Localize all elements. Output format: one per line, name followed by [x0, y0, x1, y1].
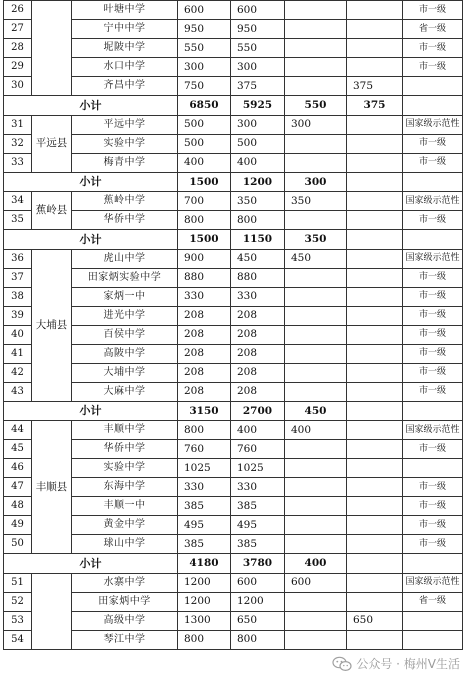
school-name: 高陂中学 [72, 344, 178, 363]
enrollment-table [3, 0, 463, 650]
school-name: 华侨中学 [72, 211, 178, 230]
table-row [4, 459, 463, 478]
row-number: 35 [4, 211, 32, 230]
subtotal-label: 小计 [4, 554, 178, 574]
school-level: 市一级 [403, 58, 463, 77]
school-name: 高级中学 [72, 611, 178, 630]
row-number: 31 [4, 115, 32, 134]
county-cell: 蕉岭县 [32, 192, 72, 230]
school-name: 进光中学 [72, 306, 178, 325]
row-number: 36 [4, 249, 32, 268]
plan-c4 [347, 115, 403, 134]
plan-c2: 800 [231, 211, 285, 230]
table-row [4, 592, 463, 611]
school-level: 国家级示范性 [403, 192, 463, 211]
plan-c3 [285, 344, 347, 363]
table-row [4, 287, 463, 306]
table-row [4, 115, 463, 134]
plan-c4 [347, 344, 403, 363]
school-name: 田家炳实验中学 [72, 268, 178, 287]
school-level: 市一级 [403, 382, 463, 401]
plan-total: 900 [178, 249, 231, 268]
subtotal-note [403, 172, 463, 192]
plan-c2: 800 [231, 630, 285, 649]
plan-c3 [285, 77, 347, 96]
plan-c2: 300 [231, 58, 285, 77]
row-number: 54 [4, 630, 32, 649]
plan-c2: 500 [231, 134, 285, 153]
school-level: 市一级 [403, 497, 463, 516]
plan-c2: 330 [231, 478, 285, 497]
subtotal-c3: 300 [285, 172, 347, 192]
county-cell: 大埔县 [32, 249, 72, 401]
school-name: 叶塘中学 [72, 1, 178, 20]
subtotal-note [403, 96, 463, 116]
school-level: 市一级 [403, 325, 463, 344]
row-number: 34 [4, 192, 32, 211]
table-row [4, 344, 463, 363]
plan-total: 700 [178, 192, 231, 211]
school-level: 省一级 [403, 592, 463, 611]
plan-c3 [285, 363, 347, 382]
plan-total: 385 [178, 497, 231, 516]
plan-c2: 600 [231, 1, 285, 20]
county-cell: 平远县 [32, 115, 72, 172]
table-row [4, 497, 463, 516]
school-level [403, 611, 463, 630]
school-level: 市一级 [403, 363, 463, 382]
row-number: 47 [4, 478, 32, 497]
row-number: 32 [4, 134, 32, 153]
school-name: 黄金中学 [72, 516, 178, 535]
subtotal-c4 [347, 554, 403, 574]
row-number: 41 [4, 344, 32, 363]
plan-c2: 330 [231, 287, 285, 306]
school-name: 水口中学 [72, 58, 178, 77]
plan-total: 208 [178, 344, 231, 363]
plan-c4 [347, 268, 403, 287]
plan-c2: 600 [231, 573, 285, 592]
school-name: 家炳一中 [72, 287, 178, 306]
subtotal-total: 1500 [178, 230, 231, 250]
subtotal-row [4, 554, 463, 574]
plan-c2: 208 [231, 382, 285, 401]
school-level: 国家级示范性 [403, 573, 463, 592]
table-row [4, 611, 463, 630]
subtotal-c2: 2700 [231, 401, 285, 421]
plan-total: 495 [178, 516, 231, 535]
school-level [403, 459, 463, 478]
plan-c2: 208 [231, 363, 285, 382]
subtotal-c3: 350 [285, 230, 347, 250]
plan-total: 385 [178, 535, 231, 554]
plan-c3 [285, 39, 347, 58]
row-number: 33 [4, 153, 32, 172]
school-name: 齐昌中学 [72, 77, 178, 96]
table-row [4, 440, 463, 459]
plan-c3 [285, 1, 347, 20]
subtotal-c2: 5925 [231, 96, 285, 116]
row-number: 48 [4, 497, 32, 516]
school-name: 球山中学 [72, 535, 178, 554]
county-cell: 丰顺县 [32, 421, 72, 554]
plan-total: 750 [178, 77, 231, 96]
table-row [4, 153, 463, 172]
table-row [4, 20, 463, 39]
school-name: 虎山中学 [72, 249, 178, 268]
school-level: 市一级 [403, 1, 463, 20]
school-name: 田家炳中学 [72, 592, 178, 611]
subtotal-total: 1500 [178, 172, 231, 192]
row-number: 37 [4, 268, 32, 287]
subtotal-c4 [347, 401, 403, 421]
row-number: 27 [4, 20, 32, 39]
plan-c4 [347, 58, 403, 77]
plan-c4: 650 [347, 611, 403, 630]
plan-total: 800 [178, 211, 231, 230]
plan-total: 1300 [178, 611, 231, 630]
subtotal-c2: 3780 [231, 554, 285, 574]
table-row [4, 630, 463, 649]
table-row [4, 268, 463, 287]
subtotal-label: 小计 [4, 401, 178, 421]
plan-c4 [347, 421, 403, 440]
school-level: 市一级 [403, 478, 463, 497]
table-row [4, 192, 463, 211]
subtotal-total: 3150 [178, 401, 231, 421]
plan-c4 [347, 20, 403, 39]
school-level: 国家级示范性 [403, 115, 463, 134]
plan-total: 300 [178, 58, 231, 77]
county-cell [32, 573, 72, 649]
school-level: 市一级 [403, 516, 463, 535]
plan-c3 [285, 478, 347, 497]
plan-c2: 208 [231, 325, 285, 344]
plan-c2: 495 [231, 516, 285, 535]
plan-total: 400 [178, 153, 231, 172]
subtotal-c4 [347, 172, 403, 192]
plan-total: 950 [178, 20, 231, 39]
plan-c3 [285, 459, 347, 478]
plan-c4: 375 [347, 77, 403, 96]
school-level: 市一级 [403, 287, 463, 306]
plan-c2: 950 [231, 20, 285, 39]
table-row [4, 382, 463, 401]
plan-total: 1025 [178, 459, 231, 478]
subtotal-c3: 550 [285, 96, 347, 116]
plan-c4 [347, 249, 403, 268]
subtotal-row [4, 401, 463, 421]
table-row [4, 516, 463, 535]
plan-c2: 1025 [231, 459, 285, 478]
plan-c2: 208 [231, 306, 285, 325]
plan-c3: 600 [285, 573, 347, 592]
table-row [4, 39, 463, 58]
row-number: 46 [4, 459, 32, 478]
wechat-icon [332, 656, 352, 672]
plan-c4 [347, 592, 403, 611]
row-number: 49 [4, 516, 32, 535]
table-row [4, 478, 463, 497]
plan-c4 [347, 440, 403, 459]
school-level: 国家级示范性 [403, 421, 463, 440]
school-name: 梅青中学 [72, 153, 178, 172]
subtotal-label: 小计 [4, 230, 178, 250]
plan-c4 [347, 306, 403, 325]
plan-c3: 350 [285, 192, 347, 211]
school-name: 东海中学 [72, 478, 178, 497]
plan-total: 330 [178, 478, 231, 497]
plan-total: 550 [178, 39, 231, 58]
plan-c4 [347, 573, 403, 592]
subtotal-c4: 375 [347, 96, 403, 116]
plan-c3 [285, 516, 347, 535]
subtotal-c3: 450 [285, 401, 347, 421]
plan-c4 [347, 535, 403, 554]
subtotal-row [4, 230, 463, 250]
plan-c4 [347, 497, 403, 516]
school-name: 华侨中学 [72, 440, 178, 459]
row-number: 28 [4, 39, 32, 58]
school-level: 市一级 [403, 153, 463, 172]
plan-c2: 350 [231, 192, 285, 211]
school-name: 大麻中学 [72, 382, 178, 401]
table-row [4, 211, 463, 230]
row-number: 51 [4, 573, 32, 592]
plan-c3 [285, 306, 347, 325]
plan-c4 [347, 39, 403, 58]
plan-c3 [285, 20, 347, 39]
school-level: 市一级 [403, 306, 463, 325]
subtotal-c4 [347, 230, 403, 250]
plan-c2: 375 [231, 77, 285, 96]
school-level: 市一级 [403, 344, 463, 363]
plan-total: 800 [178, 630, 231, 649]
plan-c2: 550 [231, 39, 285, 58]
subtotal-c3: 400 [285, 554, 347, 574]
plan-c3 [285, 134, 347, 153]
plan-c3: 300 [285, 115, 347, 134]
plan-c2: 400 [231, 153, 285, 172]
plan-c2: 400 [231, 421, 285, 440]
row-number: 53 [4, 611, 32, 630]
subtotal-total: 6850 [178, 96, 231, 116]
table-row [4, 134, 463, 153]
row-number: 40 [4, 325, 32, 344]
plan-c3 [285, 535, 347, 554]
school-level: 市一级 [403, 134, 463, 153]
row-number: 43 [4, 382, 32, 401]
row-number: 38 [4, 287, 32, 306]
plan-c2: 450 [231, 249, 285, 268]
plan-c3 [285, 497, 347, 516]
plan-c2: 385 [231, 497, 285, 516]
plan-total: 500 [178, 134, 231, 153]
subtotal-note [403, 401, 463, 421]
table-row [4, 58, 463, 77]
plan-c4 [347, 630, 403, 649]
table-row [4, 249, 463, 268]
plan-total: 330 [178, 287, 231, 306]
plan-total: 1200 [178, 573, 231, 592]
table-row [4, 306, 463, 325]
school-level: 省一级 [403, 20, 463, 39]
school-level: 市一级 [403, 39, 463, 58]
plan-c4 [347, 325, 403, 344]
watermark [332, 655, 460, 672]
subtotal-row [4, 172, 463, 192]
plan-c3: 400 [285, 421, 347, 440]
plan-c3 [285, 592, 347, 611]
row-number: 52 [4, 592, 32, 611]
plan-c4 [347, 211, 403, 230]
plan-c4 [347, 287, 403, 306]
plan-total: 500 [178, 115, 231, 134]
school-level [403, 77, 463, 96]
plan-c4 [347, 382, 403, 401]
school-name: 蕉岭中学 [72, 192, 178, 211]
plan-total: 208 [178, 382, 231, 401]
plan-total: 208 [178, 325, 231, 344]
plan-c3 [285, 287, 347, 306]
subtotal-c2: 1150 [231, 230, 285, 250]
plan-c3 [285, 58, 347, 77]
plan-c3 [285, 211, 347, 230]
school-level: 国家级示范性 [403, 249, 463, 268]
plan-c2: 1200 [231, 592, 285, 611]
county-cell [32, 1, 72, 96]
plan-total: 208 [178, 306, 231, 325]
plan-c4 [347, 1, 403, 20]
row-number: 29 [4, 58, 32, 77]
school-level: 市一级 [403, 211, 463, 230]
plan-c4 [347, 363, 403, 382]
plan-c3 [285, 440, 347, 459]
plan-total: 1200 [178, 592, 231, 611]
table-body [4, 1, 463, 650]
plan-c2: 300 [231, 115, 285, 134]
school-name: 实验中学 [72, 134, 178, 153]
subtotal-note [403, 554, 463, 574]
plan-c2: 385 [231, 535, 285, 554]
school-name: 水寨中学 [72, 573, 178, 592]
plan-c3 [285, 630, 347, 649]
plan-c3 [285, 268, 347, 287]
plan-c2: 760 [231, 440, 285, 459]
school-name: 平远中学 [72, 115, 178, 134]
row-number: 26 [4, 1, 32, 20]
row-number: 39 [4, 306, 32, 325]
row-number: 44 [4, 421, 32, 440]
plan-total: 760 [178, 440, 231, 459]
plan-c2: 650 [231, 611, 285, 630]
row-number: 50 [4, 535, 32, 554]
school-name: 琴江中学 [72, 630, 178, 649]
watermark-text: 公众号 · 梅州V生活 [356, 657, 460, 671]
plan-c2: 880 [231, 268, 285, 287]
row-number: 45 [4, 440, 32, 459]
plan-c3 [285, 325, 347, 344]
row-number: 42 [4, 363, 32, 382]
table-row [4, 325, 463, 344]
plan-c3 [285, 611, 347, 630]
plan-c4 [347, 153, 403, 172]
school-name: 坭陂中学 [72, 39, 178, 58]
subtotal-label: 小计 [4, 172, 178, 192]
school-name: 丰顺中学 [72, 421, 178, 440]
row-number: 30 [4, 77, 32, 96]
school-name: 宁中中学 [72, 20, 178, 39]
table-row [4, 363, 463, 382]
table-row [4, 1, 463, 20]
table-row [4, 535, 463, 554]
school-name: 实验中学 [72, 459, 178, 478]
table-row [4, 77, 463, 96]
plan-c4 [347, 192, 403, 211]
plan-c4 [347, 516, 403, 535]
school-level: 市一级 [403, 440, 463, 459]
subtotal-row [4, 96, 463, 116]
subtotal-c2: 1200 [231, 172, 285, 192]
table-row [4, 421, 463, 440]
subtotal-total: 4180 [178, 554, 231, 574]
plan-c3 [285, 382, 347, 401]
school-name: 大埔中学 [72, 363, 178, 382]
table-row [4, 573, 463, 592]
school-level: 市一级 [403, 268, 463, 287]
plan-c4 [347, 478, 403, 497]
plan-c3 [285, 153, 347, 172]
school-level [403, 630, 463, 649]
plan-c2: 208 [231, 344, 285, 363]
subtotal-label: 小计 [4, 96, 178, 116]
plan-total: 208 [178, 363, 231, 382]
plan-total: 800 [178, 421, 231, 440]
school-name: 百侯中学 [72, 325, 178, 344]
plan-c4 [347, 459, 403, 478]
plan-c4 [347, 134, 403, 153]
subtotal-note [403, 230, 463, 250]
plan-total: 600 [178, 1, 231, 20]
plan-c3: 450 [285, 249, 347, 268]
school-name: 丰顺一中 [72, 497, 178, 516]
school-level: 市一级 [403, 535, 463, 554]
plan-total: 880 [178, 268, 231, 287]
